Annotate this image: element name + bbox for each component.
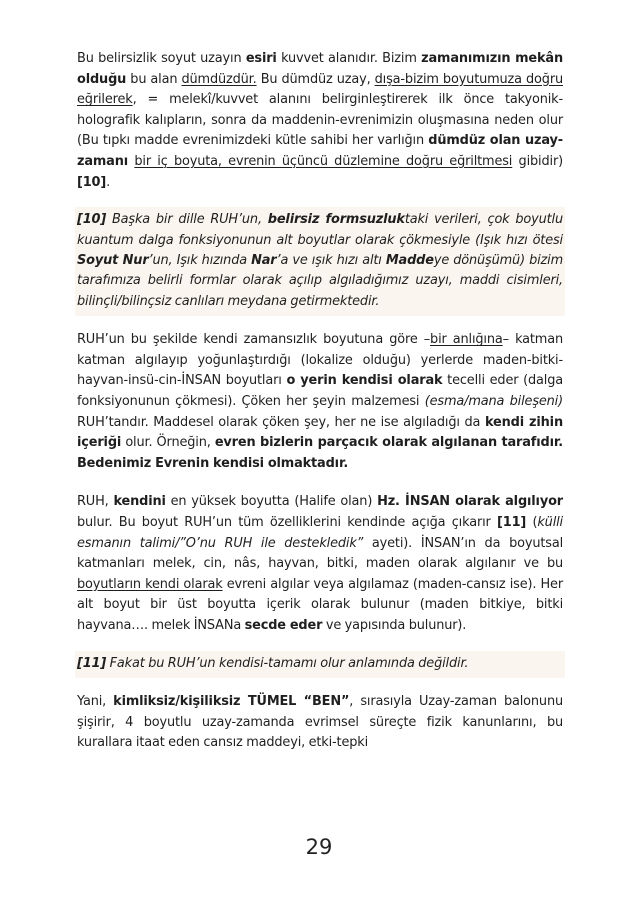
text-span: , sırasıyla Uzay-zaman balonunu şişirir, 4 boyutlu uzay-zamanda evrimsel süreçte fizik kanunlarını, bu kurallara itaat eden cansız maddeyi, etki-tepki bbox=[77, 693, 563, 751]
bold-zihin-icerigi: kendi zihin içeriği bbox=[77, 414, 563, 451]
bold-soyut-nur: Soyut Nur bbox=[77, 252, 149, 268]
paragraph-3 bbox=[77, 492, 563, 636]
underline-boyutlarin: boyutların kendi olarak bbox=[77, 576, 223, 592]
bold-tumel-ben: kimliksiz/kişiliksiz TÜMEL “BEN” bbox=[113, 693, 350, 709]
underline-ic-boyut: bir iç boyuta, evrenin üçüncü düzlemine doğru eğriltmesi bbox=[134, 153, 513, 169]
bold-evren-bizlerin: evren bizlerin parçacık olarak algılanan tarafıdır. Bedenimiz Evrenin kendisi olmaktadır. bbox=[77, 435, 563, 471]
text-span: RUH, bbox=[77, 494, 114, 510]
text-span: Bu belirsizlik soyut uzayın bbox=[77, 51, 246, 66]
bold-nar: Nar bbox=[251, 252, 277, 268]
bold-hz-insan: Hz. İNSAN olarak algılıyor bbox=[377, 494, 563, 510]
text-span: ( bbox=[526, 514, 538, 530]
bold-uzay-zamani: dümdüz olan uzay-zamanı bbox=[77, 133, 563, 169]
bold-o-yerin-kendisi: o yerin kendisi olarak bbox=[286, 373, 443, 389]
text-span: gibidir) bbox=[512, 153, 563, 169]
text-span: ’a ve ışık hızı altı bbox=[276, 252, 386, 268]
bold-secde-eder: secde eder bbox=[244, 617, 323, 633]
text-span: RUH’un bu şekilde kendi zamansızlık boyutuna göre – bbox=[77, 332, 431, 348]
footnote-label-10: [10] bbox=[77, 212, 107, 228]
text-span: Fakat bu RUH’un kendisi-tamamı olur anlamında değildir. bbox=[106, 655, 469, 671]
footnote-ref-10: [10] bbox=[77, 174, 107, 190]
page-number: 29 bbox=[305, 835, 333, 859]
footnote-10-box bbox=[75, 207, 565, 316]
text-span: . bbox=[106, 174, 111, 190]
bold-zaman-mekan: zamanımızın mekân olduğu bbox=[77, 51, 564, 87]
footnote-10-text bbox=[77, 210, 563, 312]
text-span: ye dönüşümü) bizim tarafımıza belirli formlar olarak açılıp algıladığımız uzayı, maddi cisimleri, bilinçli/bilinçsiz canlıları meydana getirmektedir. bbox=[77, 252, 563, 309]
bold-formsuzluk: belirsiz formsuzluk bbox=[267, 212, 405, 228]
italic-esma-mana: (esma/mana bileşeni) bbox=[424, 393, 563, 409]
underline-disa-bizim: dışa-bizim boyutumuza doğru eğrilerek bbox=[77, 71, 563, 108]
text-span: tecelli eder (dalga fonksiyonunun çökmesi). Çöken her şeyin malzemesi bbox=[77, 373, 563, 409]
footnote-label-11: [11] bbox=[77, 655, 107, 671]
text-span: evreni algılar veya algılamaz (maden-cansız ise). Her alt boyut bir üst boyutta içerik olarak bulunur (maden bitkiye, bitki hayvana…. melek İNSANa bbox=[77, 576, 563, 633]
bold-madde: Madde bbox=[385, 252, 434, 268]
paragraph-2 bbox=[77, 330, 563, 474]
text-span: – katman katman algılayıp yoğunlaştırdığı (lokalize olduğu) yerlerde maden-bitki-hayvan-insü-cin-İNSAN boyutları bbox=[77, 332, 563, 389]
text-span: Yani, bbox=[77, 693, 114, 709]
footnote-11-box bbox=[75, 651, 565, 678]
underline-dumduz: dümdüzdür. bbox=[181, 71, 257, 87]
paragraph-4 bbox=[77, 692, 563, 754]
text-span: ayeti). İNSAN’ın da boyutsal katmanları melek, cin, nâs, hayvan, bitki, maden olarak algılanır ve bu bbox=[77, 535, 563, 572]
paragraph-1 bbox=[77, 49, 563, 193]
footnote-11-text bbox=[77, 654, 563, 674]
text-span: olur. Örneğin, bbox=[121, 435, 215, 451]
bold-kendini: kendini bbox=[113, 494, 166, 510]
footnote-ref-11: [11] bbox=[497, 514, 527, 530]
text-span: taki verileri, çok boyutlu kuantum dalga fonksiyonunun alt boyutlar olarak çökmesiyle (Işık hızı ötesi bbox=[77, 212, 563, 248]
bold-esiri: esiri bbox=[245, 51, 277, 66]
italic-ayet: külli esmanın talimi/”O’nu RUH ile destekledik” bbox=[77, 514, 563, 551]
text-span: bu alan bbox=[126, 71, 182, 87]
text-span: Başka bir dille RUH’un, bbox=[106, 212, 268, 228]
underline-bir-anligina: bir anlığına bbox=[430, 332, 503, 348]
text-span: ve yapısında bulunur). bbox=[322, 617, 467, 633]
text-span: ’un, Işık hızında bbox=[148, 252, 252, 268]
text-span: en yüksek boyutta (Halife olan) bbox=[165, 494, 378, 510]
text-span: , = melekî/kuvvet alanını belirginleştirerek ilk önce takyonik-holografik kalıpların, sonra da maddenin-evrenimizin oluşmasına neden olur (Bu tıpkı madde evrenimizdeki kütle sahibi her varlığın bbox=[77, 92, 563, 149]
text-span: kuvvet alanıdır. Bizim bbox=[276, 51, 422, 66]
text-span: bulur. Bu boyut RUH’un tüm özelliklerini kendinde açığa çıkarır bbox=[77, 514, 498, 530]
text-span: Bu dümdüz uzay, bbox=[256, 71, 375, 87]
text-span: RUH’tandır. Maddesel olarak çöken şey, her ne ise algıladığı da bbox=[77, 414, 485, 430]
page-body bbox=[77, 49, 563, 754]
